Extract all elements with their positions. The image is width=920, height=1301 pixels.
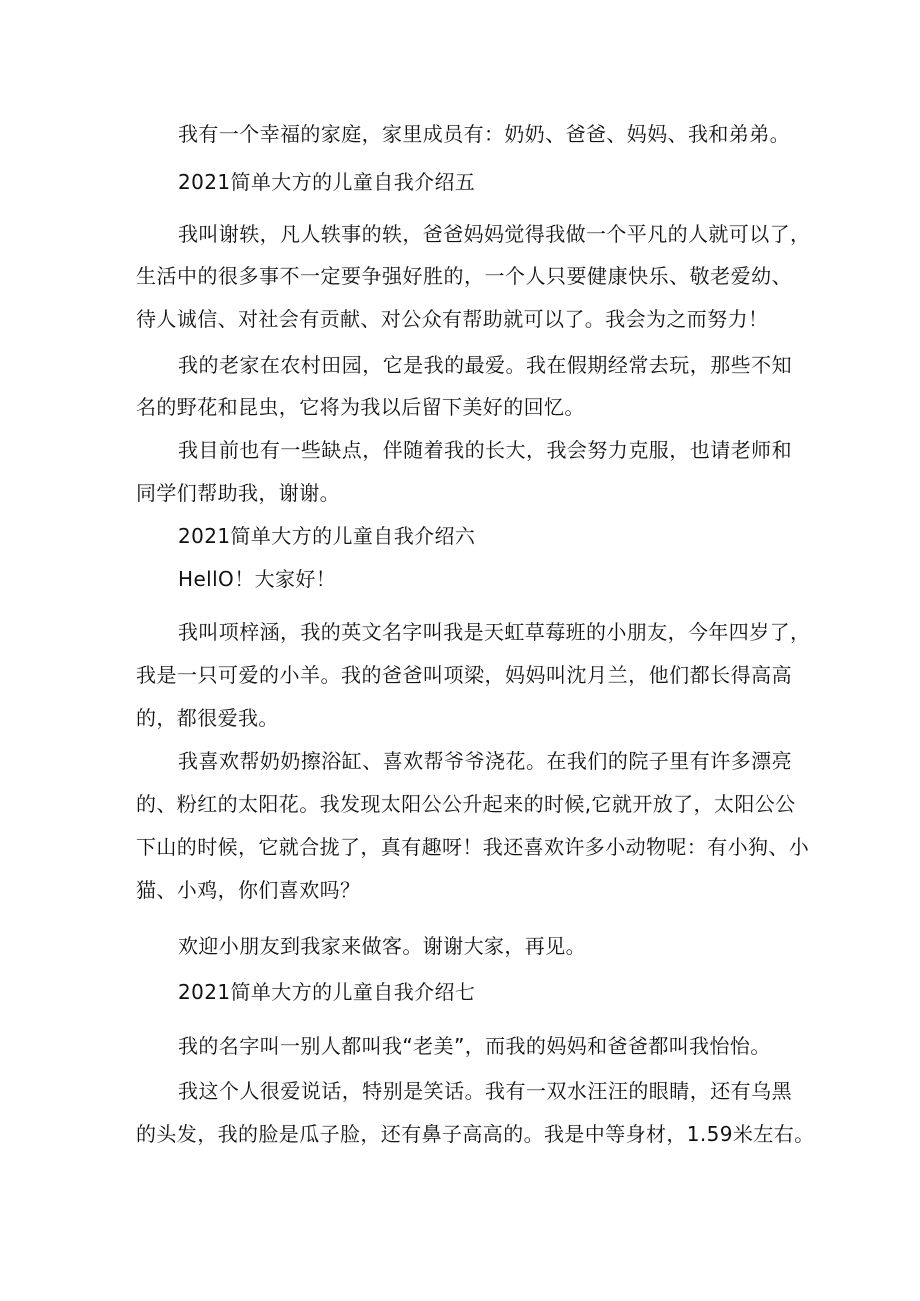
paragraph-line: 生活中的很多事不一定要争强好胜的，一个人只要健康快乐、敬老爱幼、 — [136, 264, 792, 288]
paragraph-line: 我叫谢轶，凡人轶事的轶，爸爸妈妈觉得我做一个平凡的人就可以了， — [178, 222, 811, 246]
paragraph-line: 猫、小鸡，你们喜欢吗？ — [136, 878, 361, 902]
paragraph-line: 我叫项梓涵，我的英文名字叫我是天虹草莓班的小朋友，今年四岁了， — [178, 620, 811, 644]
paragraph-line: 待人诚信、对社会有贡献、对公众有帮助就可以了。我会为之而努力！ — [136, 307, 769, 331]
paragraph-line: 我的名字叫一别人都叫我“老美”，而我的妈妈和爸爸都叫我怡怡。 — [178, 1034, 771, 1058]
paragraph-line: 我有一个幸福的家庭，家里成员有：奶奶、爸爸、妈妈、我和弟弟。 — [178, 122, 790, 146]
section-heading: 2021简单大方的儿童自我介绍五 — [178, 170, 476, 194]
paragraph-line: 我目前也有一些缺点，伴随着我的长大，我会努力克服，也请老师和 — [178, 438, 792, 462]
paragraph-line: 下山的时候，它就合拢了，真有趣呀！我还喜欢许多小动物呢：有小狗、小 — [136, 835, 810, 859]
paragraph-line: 的头发，我的脸是瓜子脸，还有鼻子高高的。我是中等身材，1.59米左右。 — [136, 1122, 815, 1146]
paragraph-line: 我喜欢帮奶奶擦浴缸、喜欢帮爷爷浇花。在我们的院子里有许多漂亮 — [178, 749, 792, 773]
paragraph-line: 同学们帮助我，谢谢。 — [136, 481, 340, 505]
paragraph-line: 的，都很爱我。 — [136, 706, 279, 730]
paragraph-line: 我的老家在农村田园，它是我的最爱。我在假期经常去玩，那些不知 — [178, 353, 792, 377]
section-heading: 2021简单大方的儿童自我介绍六 — [178, 524, 476, 548]
greeting-line: HellO！大家好！ — [178, 567, 337, 591]
paragraph-line: 我是一只可爱的小羊。我的爸爸叫项梁，妈妈叫沈月兰，他们都长得高高 — [136, 663, 792, 687]
paragraph-line: 名的野花和昆虫，它将为我以后留下美好的回忆。 — [136, 395, 585, 419]
paragraph-line: 的、粉红的太阳花。我发现太阳公公升起来的时候,它就开放了，太阳公公 — [136, 792, 796, 816]
paragraph-line: 欢迎小朋友到我家来做客。谢谢大家，再见。 — [178, 934, 586, 958]
paragraph-line: 我这个人很爱说话，特别是笑话。我有一双水汪汪的眼睛，还有乌黑 — [178, 1079, 792, 1103]
section-heading: 2021简单大方的儿童自我介绍七 — [178, 980, 476, 1004]
